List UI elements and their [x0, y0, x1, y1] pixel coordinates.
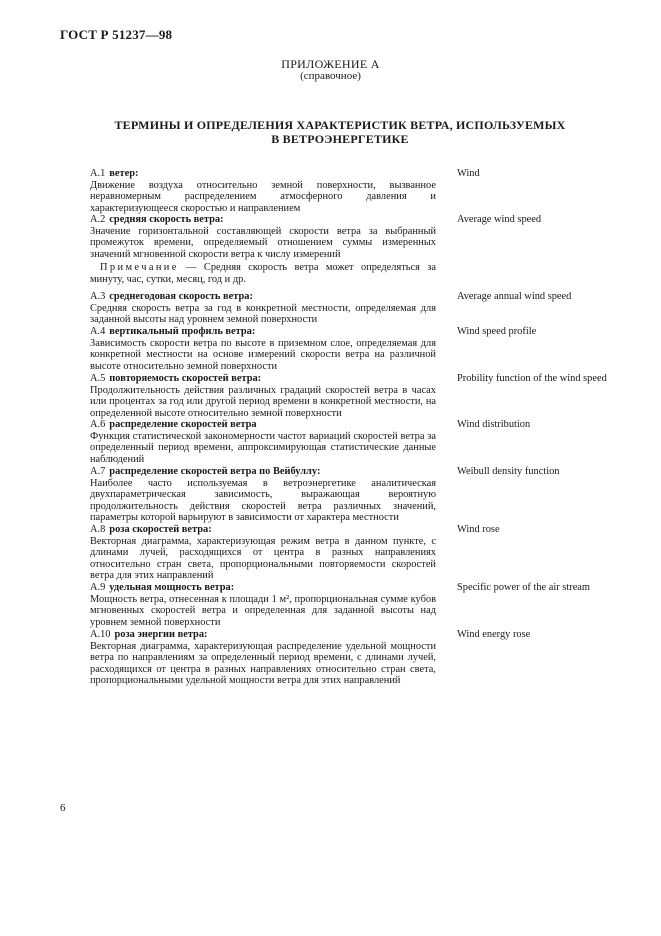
- term-name: распределение скоростей ветра по Вейбуллу:: [109, 466, 321, 477]
- term-english: Probility function of the wind speed: [457, 373, 607, 384]
- appendix-subtitle: (справочное): [300, 70, 361, 82]
- term-entry: [90, 466, 436, 524]
- term-number: А.7: [90, 466, 106, 477]
- term-name: вертикальный профиль ветра:: [109, 326, 256, 337]
- title-line-2: В ВЕТРОЭНЕРГЕТИКЕ: [271, 132, 409, 146]
- term-definition: Функция статистической закономерности частот вариаций скоростей ветра за определенный период времени, аппроксимирующая статистические данные наблюдений: [90, 430, 436, 465]
- term-name: распределение скоростей ветра: [109, 419, 257, 430]
- term-entry: [90, 373, 436, 419]
- term-entry: [90, 629, 436, 687]
- term-note: [90, 262, 436, 285]
- term-entry: [90, 326, 436, 372]
- term-number: А.3: [90, 291, 106, 302]
- term-english: Wind: [457, 168, 480, 179]
- term-name: удельная мощность ветра:: [109, 582, 235, 593]
- term-name: роза скоростей ветра:: [109, 524, 212, 535]
- term-definition: Средняя скорость ветра за год в конкретной местности, определяемая для заданной высоты над уровнем земной поверхности: [90, 302, 436, 326]
- term-name: ветер:: [109, 168, 139, 179]
- term-definition: Векторная диаграмма, характеризующая распределение удельной мощности ветра по направлениям за определенный период времени, с длинами лучей, расходящихся от центра в разных направлениях относительно стран света, пропорциональными удельной мощности ветра для этих направлений: [90, 640, 436, 687]
- term-english: Wind energy rose: [457, 629, 531, 640]
- term-number: А.1: [90, 168, 106, 179]
- term-english: Average wind speed: [457, 214, 542, 225]
- term-entry: [90, 419, 436, 465]
- term-definition: Движение воздуха относительно земной поверхности, вызванное неравномерным распределением атмосферного давления и характеризующееся скоростью и направлением: [90, 179, 436, 214]
- term-english: Average annual wind speed: [457, 291, 572, 302]
- term-definition: Наиболее часто используемая в ветроэнергетике аналитическая двухпараметрическая зависимость, выражающая вероятную продолжительность действия скоростей ветра различных значений, параметры которой варьируют в зависимости от характера местности: [90, 477, 436, 524]
- term-definition: Продолжительность действия различных градаций скоростей ветра в часах или процентах за год или другой период времени в конкретной местности, на определенной высоте относительно земной поверхности: [90, 384, 436, 419]
- term-english: Wind distribution: [457, 419, 531, 430]
- term-number: А.2: [90, 214, 106, 225]
- term-entry: [90, 168, 436, 214]
- term-number: А.9: [90, 582, 106, 593]
- note-text: — Средняя скорость ветра может определяться за минуту, час, сутки, месяц, год и др.: [90, 262, 436, 285]
- term-entry: [90, 214, 436, 286]
- appendix-title: ПРИЛОЖЕНИЕ А: [281, 57, 380, 71]
- term-number: А.5: [90, 373, 106, 384]
- term-definition: Зависимость скорости ветра по высоте в приземном слое, определяемая для конкретной местности на основе измерений скорости ветра на различной высоте относительно земной поверхности: [90, 337, 436, 372]
- title-line-1: ТЕРМИНЫ И ОПРЕДЕЛЕНИЯ ХАРАКТЕРИСТИК ВЕТРА, ИСПОЛЬЗУЕМЫХ: [114, 118, 566, 132]
- term-definition: Мощность ветра, отнесенная к площади 1 м², пропорциональная сумме кубов мгновенных скоростей ветра и определенная для заданной высоты над уровнем земной поверхности: [90, 593, 436, 628]
- term-number: А.8: [90, 524, 106, 535]
- term-entry: [90, 582, 436, 628]
- term-english: Wind rose: [457, 524, 500, 535]
- term-english: Specific power of the air stream: [457, 582, 591, 593]
- note-label: Примечание: [100, 262, 179, 274]
- term-entry: [90, 524, 436, 582]
- term-name: среднегодовая скорость ветра:: [109, 291, 253, 302]
- term-number: А.4: [90, 326, 106, 337]
- term-definition: Векторная диаграмма, характеризующая режим ветра в данном пункте, с длинами лучей, расходящихся от центра в разных направлениях относительно стран света, пропорциональными повторяемости скоростей ветра для этих направлений: [90, 535, 436, 582]
- term-entry: [90, 291, 436, 326]
- term-number: А.6: [90, 419, 106, 430]
- term-number: А.10: [90, 629, 111, 640]
- term-english: Wind speed profile: [457, 326, 537, 337]
- term-english: Weibull density function: [457, 466, 560, 477]
- term-definition: Значение горизонтальной составляющей скорости ветра за выбранный промежуток времени, определяемый отношением суммы измеренных значений мгновенной скорости ветра к числу измерений: [90, 225, 436, 260]
- standard-header: ГОСТ Р 51237—98: [60, 27, 173, 42]
- page-number: 6: [60, 802, 66, 814]
- term-name: средняя скорость ветра:: [109, 214, 224, 225]
- term-name: роза энергии ветра:: [114, 629, 208, 640]
- term-name: повторяемость скоростей ветра:: [109, 373, 262, 384]
